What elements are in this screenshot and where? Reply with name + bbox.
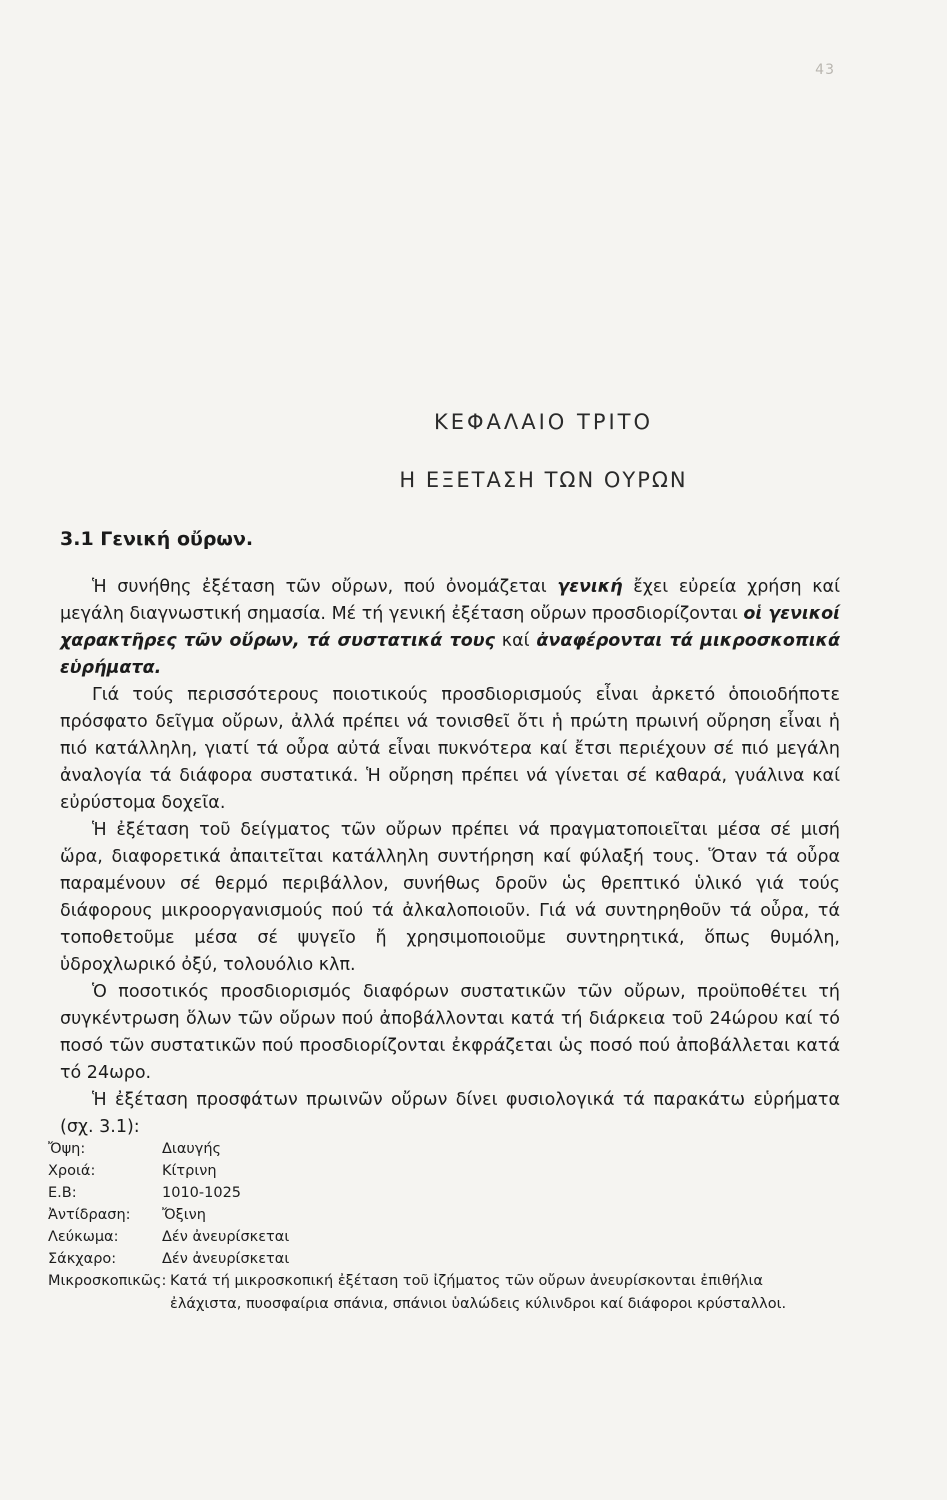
finding-row [48, 1226, 848, 1248]
page-number: 43 [815, 62, 835, 78]
paragraph-5: Ἡ ἐξέταση προσφάτων πρωινῶν οὔρων δίνει φυσιολογικά τά παρακάτω εὑρήματα (σχ. 3.1): [60, 1090, 840, 1137]
emphasis-microscopic: ἀναφέρονται τά μικροσκοπικά εὑρήματα. [60, 631, 840, 678]
paragraph-1-text-a: Ἡ συνήθης ἐξέταση τῶν οὔρων, πού ὀνομάζεται [92, 577, 558, 597]
findings-list [48, 1138, 848, 1316]
body-text [60, 574, 840, 1141]
finding-row [48, 1138, 848, 1160]
microscopic-value: Κατά τή μικροσκοπική ἐξέταση τοῦ ἰζήματος τῶν οὔρων ἀνευρίσκονται ἐπιθήλια ἐλάχιστα, πυοσφαίρια σπάνια, σπάνιοι ὑαλώδεις κύλινδροι καί διάφοροι κρύσταλλοι. [170, 1273, 787, 1312]
finding-value: Κίτρινη [162, 1163, 217, 1179]
paragraph-1 [60, 574, 840, 682]
finding-label: Ὄψη: [48, 1141, 86, 1157]
chapter-label: ΚΕΦΑΛΑΙΟ ΤΡΙΤΟ [433, 410, 654, 434]
paragraph-3: Ἡ ἐξέταση τοῦ δείγματος τῶν οὔρων πρέπει νά πραγματοποιεῖται μέσα σέ μισή ὥρα, διαφορετικά ἀπαιτεῖται κατάλληλη συντήρηση καί φύλαξή τους. Ὅταν τά οὖρα παραμένουν σέ θερμό περιβάλλον, συνήθως δροῦν ὡς θρεπτικό ὑλικό γιά τούς διάφορους μικροοργανισμούς πού τά ἀλκαλοποιοῦν. Γιά νά συντηρηθοῦν τά οὖρα, τά τοποθετοῦμε μέσα σέ ψυγεῖο ἤ χρησιμοποιοῦμε συντηρητικά, ὅπως θυμόλη, ὑδροχλωρικό ὀξύ, τολουόλιο κλπ. [60, 820, 840, 975]
finding-value: Ὄξινη [162, 1207, 206, 1223]
microscopic-label: Μικροσκοπικῶς: [48, 1273, 167, 1289]
paragraph-4: Ὁ ποσοτικός προσδιορισμός διαφόρων συστατικῶν τῶν οὔρων, προϋποθέτει τή συγκέντρωση ὅλων τῶν οὔρων πού ἀποβάλλονται κατά τή διάρκεια τοῦ 24ώρου καί τό ποσό τῶν συστατικῶν πού προσδιορίζονται ἐκφράζεται ὡς ποσό πού ἀποβάλλεται κατά τό 24ωρο. [60, 982, 840, 1083]
finding-label: Ε.Β: [48, 1185, 77, 1201]
finding-row [48, 1160, 848, 1182]
section-heading: 3.1 Γενική οὔρων. [60, 528, 254, 550]
paragraph-1-text-c: ἔχει εὐρεία χρήση καί μεγάλη διαγνωστική σημασία. Μέ τή γενική ἐξέταση οὔρων προσδιορίζονται [60, 577, 840, 624]
finding-row [48, 1248, 848, 1270]
emphasis-characteristics: οἱ γενικοί χαρακτῆρες τῶν οὔρων, τά συστατικά τους [60, 604, 840, 651]
finding-label: Ἀντίδραση: [48, 1207, 131, 1223]
finding-value: Δέν ἀνευρίσκεται [162, 1251, 290, 1267]
paragraph-2: Γιά τούς περισσότερους ποιοτικούς προσδιορισμούς εἶναι ἀρκετό ὁποιοδήποτε πρόσφατο δεῖγμα οὔρων, ἀλλά πρέπει νά τονισθεῖ ὅτι ἡ πρώτη πρωινή οὔρηση εἶναι ἡ πιό κατάλληλη, γιατί τά οὖρα αὐτά εἶναι πυκνότερα καί ἔτσι περιέχουν σέ πιό μεγάλη ἀναλογία τά διάφορα συστατικά. Ἡ οὔρηση πρέπει νά γίνεται σέ καθαρά, γυάλινα καί εὐρύστομα δοχεῖα. [60, 685, 840, 813]
paragraph-1-text-e: καί [494, 631, 537, 651]
finding-value: Δέν ἀνευρίσκεται [162, 1229, 290, 1245]
finding-label: Λεύκωμα: [48, 1229, 119, 1245]
finding-row [48, 1204, 848, 1226]
finding-label: Σάκχαρο: [48, 1251, 117, 1267]
chapter-title: Η ΕΞΕΤΑΣΗ ΤΩΝ ΟΥΡΩΝ [399, 468, 688, 492]
finding-row-microscopic [48, 1270, 848, 1316]
finding-value: 1010-1025 [162, 1185, 242, 1201]
finding-row [48, 1182, 848, 1204]
finding-value: Διαυγής [162, 1141, 222, 1157]
emphasis-general: γενική [557, 577, 623, 597]
finding-label: Χροιά: [48, 1163, 96, 1179]
